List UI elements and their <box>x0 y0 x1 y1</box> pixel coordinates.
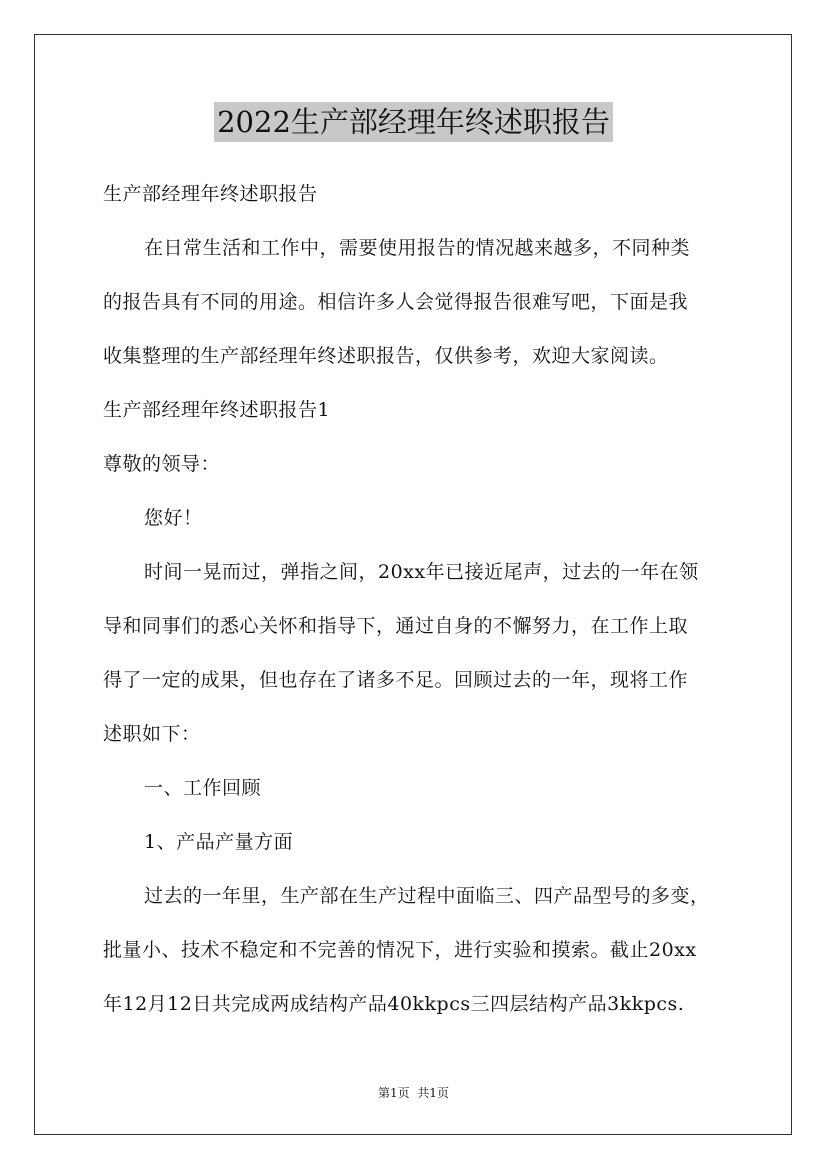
paragraph-line: 收集整理的生产部经理年终述职报告，仅供参考，欢迎大家阅读。 <box>103 345 669 367</box>
document-title: 2022生产部经理年终述职报告 <box>214 102 613 142</box>
subsection-heading: 1、产品产量方面 <box>144 831 294 853</box>
greeting: 您好！ <box>144 507 203 529</box>
page-footer: 第1页 共1页 <box>378 1086 449 1100</box>
salutation: 尊敬的领导： <box>103 453 221 475</box>
section-heading: 一、工作回顾 <box>144 777 262 799</box>
paragraph-line: 的报告具有不同的用途。相信许多人会觉得报告很难写吧，下面是我 <box>103 291 689 313</box>
paragraph-line: 得了一定的成果，但也存在了诸多不足。回顾过去的一年，现将工作 <box>103 669 689 691</box>
paragraph-line: 过去的一年里，生产部在生产过程中面临三、四产品型号的多变， <box>144 885 710 907</box>
title-container <box>0 102 827 142</box>
paragraph-line: 在日常生活和工作中，需要使用报告的情况越来越多，不同种类 <box>144 237 691 259</box>
subtitle-line: 生产部经理年终述职报告 <box>103 183 318 205</box>
paragraph-line: 导和同事们的悉心关怀和指导下，通过自身的不懈努力，在工作上取 <box>103 615 689 637</box>
paragraph-line: 时间一晃而过，弹指之间，20xx年已接近尾声，过去的一年在领 <box>144 561 699 583</box>
section-heading: 生产部经理年终述职报告1 <box>103 399 331 421</box>
paragraph-line: 批量小、技术不稳定和不完善的情况下，进行实验和摸索。截止20xx <box>103 939 697 961</box>
paragraph-line: 述职如下： <box>103 723 201 745</box>
paragraph-line: 年12月12日共完成两成结构产品40kkpcs三四层结构产品3kkpcs. <box>103 993 685 1015</box>
